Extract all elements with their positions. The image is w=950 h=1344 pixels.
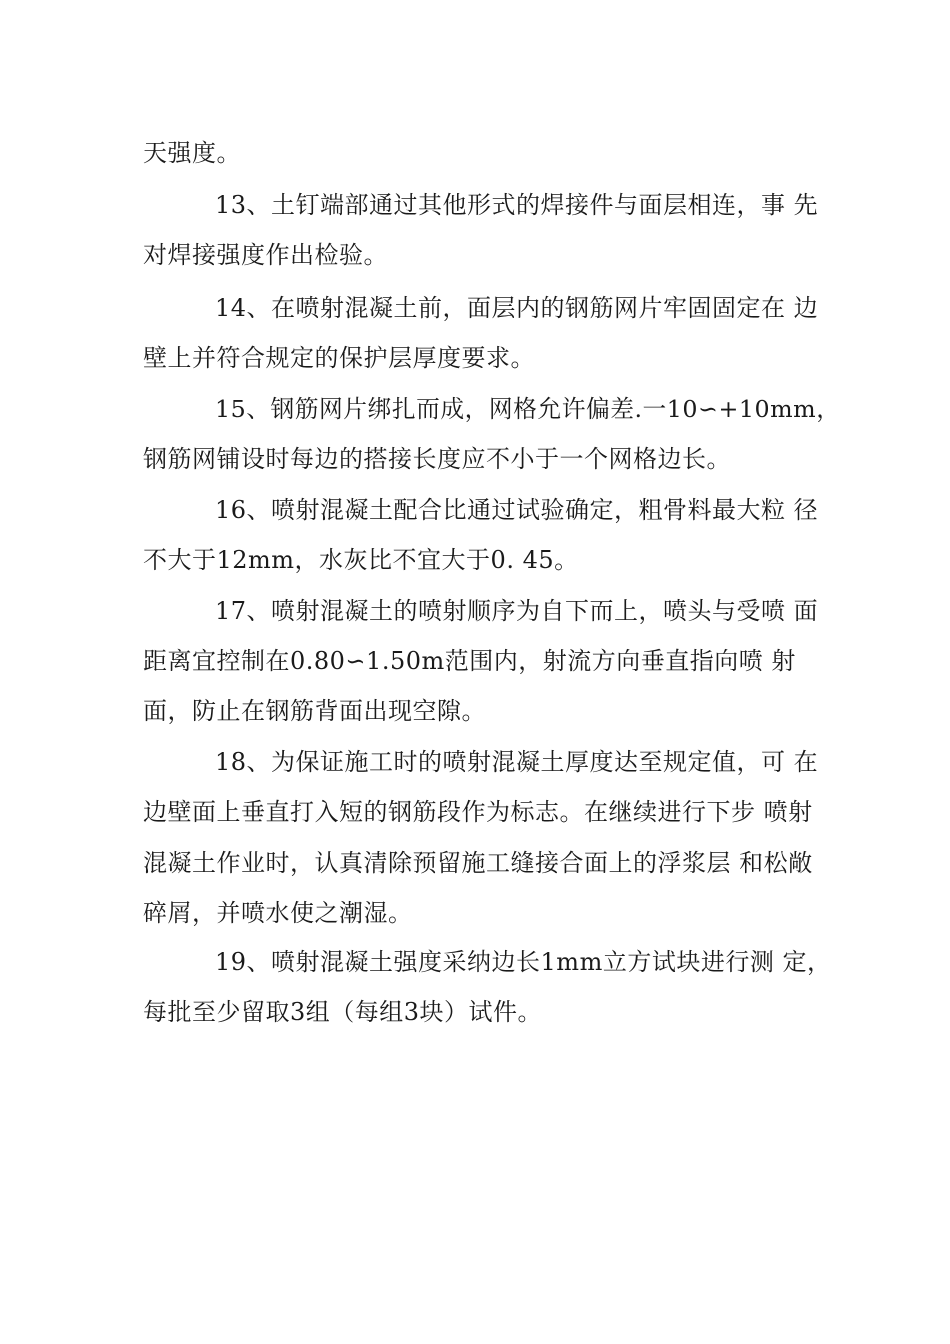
text-line: 天强度。 bbox=[143, 139, 241, 167]
paragraph-15-line-2: 钢筋网铺设时每边的搭接长度应不小于一个网格边长。 bbox=[143, 445, 731, 473]
paragraph-15-line-1: 15、钢筋网片绑扎而成，网格允许偏差.一10∽+10mm， bbox=[215, 395, 841, 423]
paragraph-18-line-1: 18、为保证施工时的喷射混凝土厚度达至规定值，可 在 bbox=[215, 748, 819, 776]
paragraph-16-line-2: 不大于12mm，水灰比不宜大于0. 45。 bbox=[143, 546, 579, 574]
paragraph-17-line-3: 面，防止在钢筋背面出现空隙。 bbox=[143, 697, 486, 725]
paragraph-13-line-2: 对焊接强度作出检验。 bbox=[143, 241, 388, 269]
paragraph-19-line-1: 19、喷射混凝土强度采纳边长1mm立方试块进行测 定， bbox=[215, 948, 832, 976]
paragraph-18-line-4: 碎屑，并喷水使之潮湿。 bbox=[143, 899, 413, 927]
paragraph-18-line-3: 混凝土作业时，认真清除预留施工缝接合面上的浮浆层 和松敞 bbox=[143, 849, 813, 877]
paragraph-16-line-1: 16、喷射混凝土配合比通过试验确定，粗骨料最大粒 径 bbox=[215, 496, 819, 524]
paragraph-19-line-2: 每批至少留取3组（每组3块）试件。 bbox=[143, 998, 543, 1026]
paragraph-17-line-2: 距离宜控制在0.80∽1.50m范围内，射流方向垂直指向喷 射 bbox=[143, 647, 796, 675]
paragraph-14-line-2: 壁上并符合规定的保护层厚度要求。 bbox=[143, 344, 535, 372]
paragraph-14-line-1: 14、在喷射混凝土前，面层内的钢筋网片牢固固定在 边 bbox=[215, 294, 819, 322]
paragraph-18-line-2: 边壁面上垂直打入短的钢筋段作为标志。在继续进行下步 喷射 bbox=[143, 798, 813, 826]
paragraph-17-line-1: 17、喷射混凝土的喷射顺序为自下而上，喷头与受喷 面 bbox=[215, 597, 819, 625]
paragraph-13-line-1: 13、土钉端部通过其他形式的焊接件与面层相连，事 先 bbox=[215, 191, 819, 219]
